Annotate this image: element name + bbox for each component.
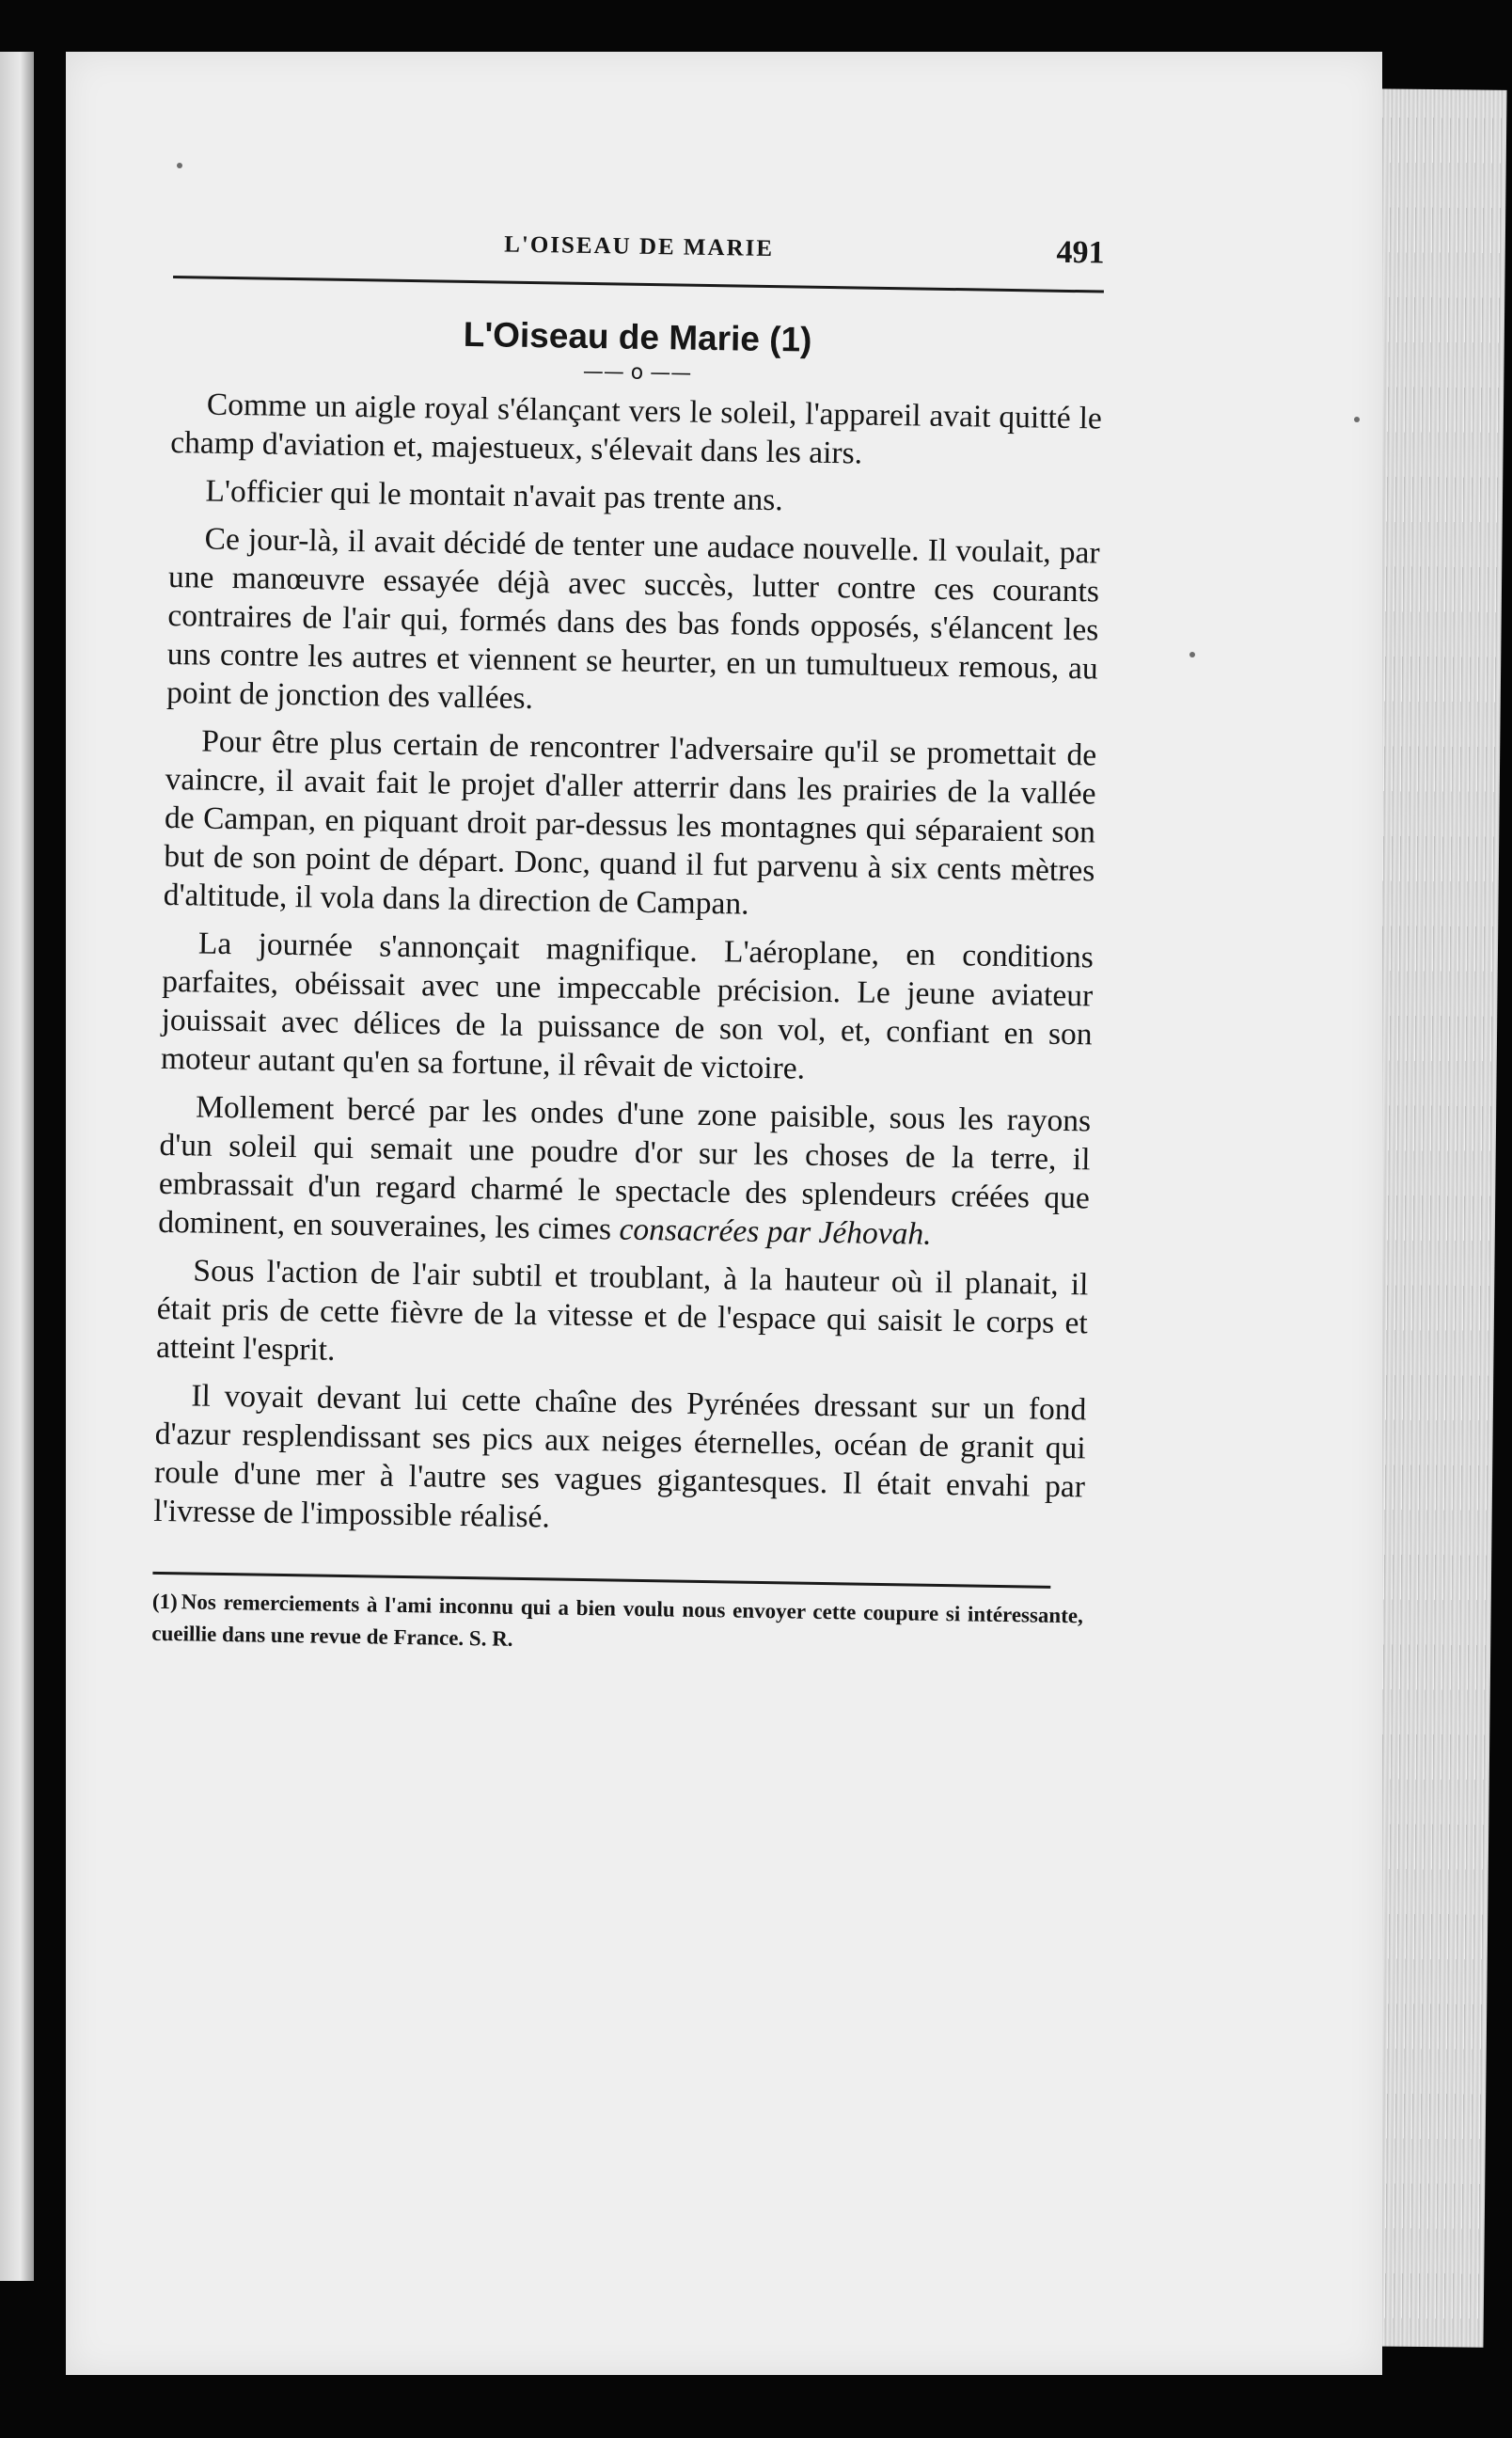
- paragraph: Comme un aigle royal s'élançant vers le soleil, l'appareil avait quitté le champ d'aviation et, majestueux, s'élevait dans les airs.: [170, 387, 1103, 471]
- paragraph-with-italic: [158, 1087, 1091, 1257]
- article-title: L'Oiseau de Marie (1): [463, 314, 812, 359]
- italic-phrase: consacrées par Jéhovah.: [619, 1211, 932, 1252]
- paragraph: L'officier qui le montait n'avait pas trente ans.: [205, 473, 783, 518]
- paragraph: Pour être plus certain de rencontrer l'adversaire qu'il se promettait de vaincre, il avait fait le projet d'aller atterrir dans les prairies de la vallée de Campan, en piquant droit par-dessus les montagnes qui séparaient son but de son point de départ. Donc, quand il fut parvenu à six cents mètres d'altitude, il vola dans la direction de Campan.: [163, 723, 1097, 922]
- paragraph: Ce jour-là, il avait décidé de tenter une audace nouvelle. Il voulait, par une manœuvre essayée déjà avec succès, lutter contre ces courants contraires de l'air qui, formés dans des bas fonds opposés, s'élancent les uns contre les autres et viennent se heurter, en un tumultueux remous, au point de jonction des vallées.: [165, 521, 1100, 717]
- paragraph: La journée s'annonçait magnifique. L'aéroplane, en conditions parfaites, obéissait avec une impeccable précision. Le jeune aviateur jouissait avec délices de la puissance de son vol, et, confiant en son moteur autant qu'en sa fortune, il rêvait de victoire.: [160, 926, 1095, 1086]
- paragraph: Sous l'action de l'air subtil et troublant, à la hauteur où il planait, il était pris de cette fièvre de la vitesse et de l'espace qui saisit le corps et atteint l'esprit.: [155, 1253, 1089, 1368]
- title-ornament: —— o ——: [582, 359, 692, 386]
- paper-speck: [1189, 652, 1195, 657]
- footnote-text: Nos remerciements à l'ami inconnu qui a bien voulu nous envoyer cette coupure si intéressante, cueillie dans une revue de France. S. R.: [151, 1590, 1084, 1651]
- paragraph-text: Mollement bercé par les ondes d'une zone paisible, sous les rayons d'un soleil qui semait une poudre d'or sur les choses de la terre, il embrassait d'un regard charmé le spectacle des splendeurs créées que dominent, en souveraines, les cimes: [157, 1089, 1092, 1247]
- footnote-marker: (1): [151, 1589, 178, 1614]
- running-title: L'OISEAU DE MARIE: [504, 231, 775, 262]
- facing-page-edge: [0, 52, 34, 2281]
- paragraph: Il voyait devant lui cette chaîne des Pyrénées dressant sur un fond d'azur resplendissant ses pics aux neiges éternelles, océan de granit qui roule d'une mer à l'autre ses vagues gigantesques. Il était envahi par l'ivresse de l'impossible réalisé.: [153, 1378, 1087, 1535]
- footnote-divider: [152, 1572, 1050, 1589]
- page-number: 491: [1056, 234, 1105, 271]
- paper-speck: [177, 163, 182, 168]
- page-content: [151, 221, 1105, 1664]
- paper-speck: [1354, 417, 1360, 422]
